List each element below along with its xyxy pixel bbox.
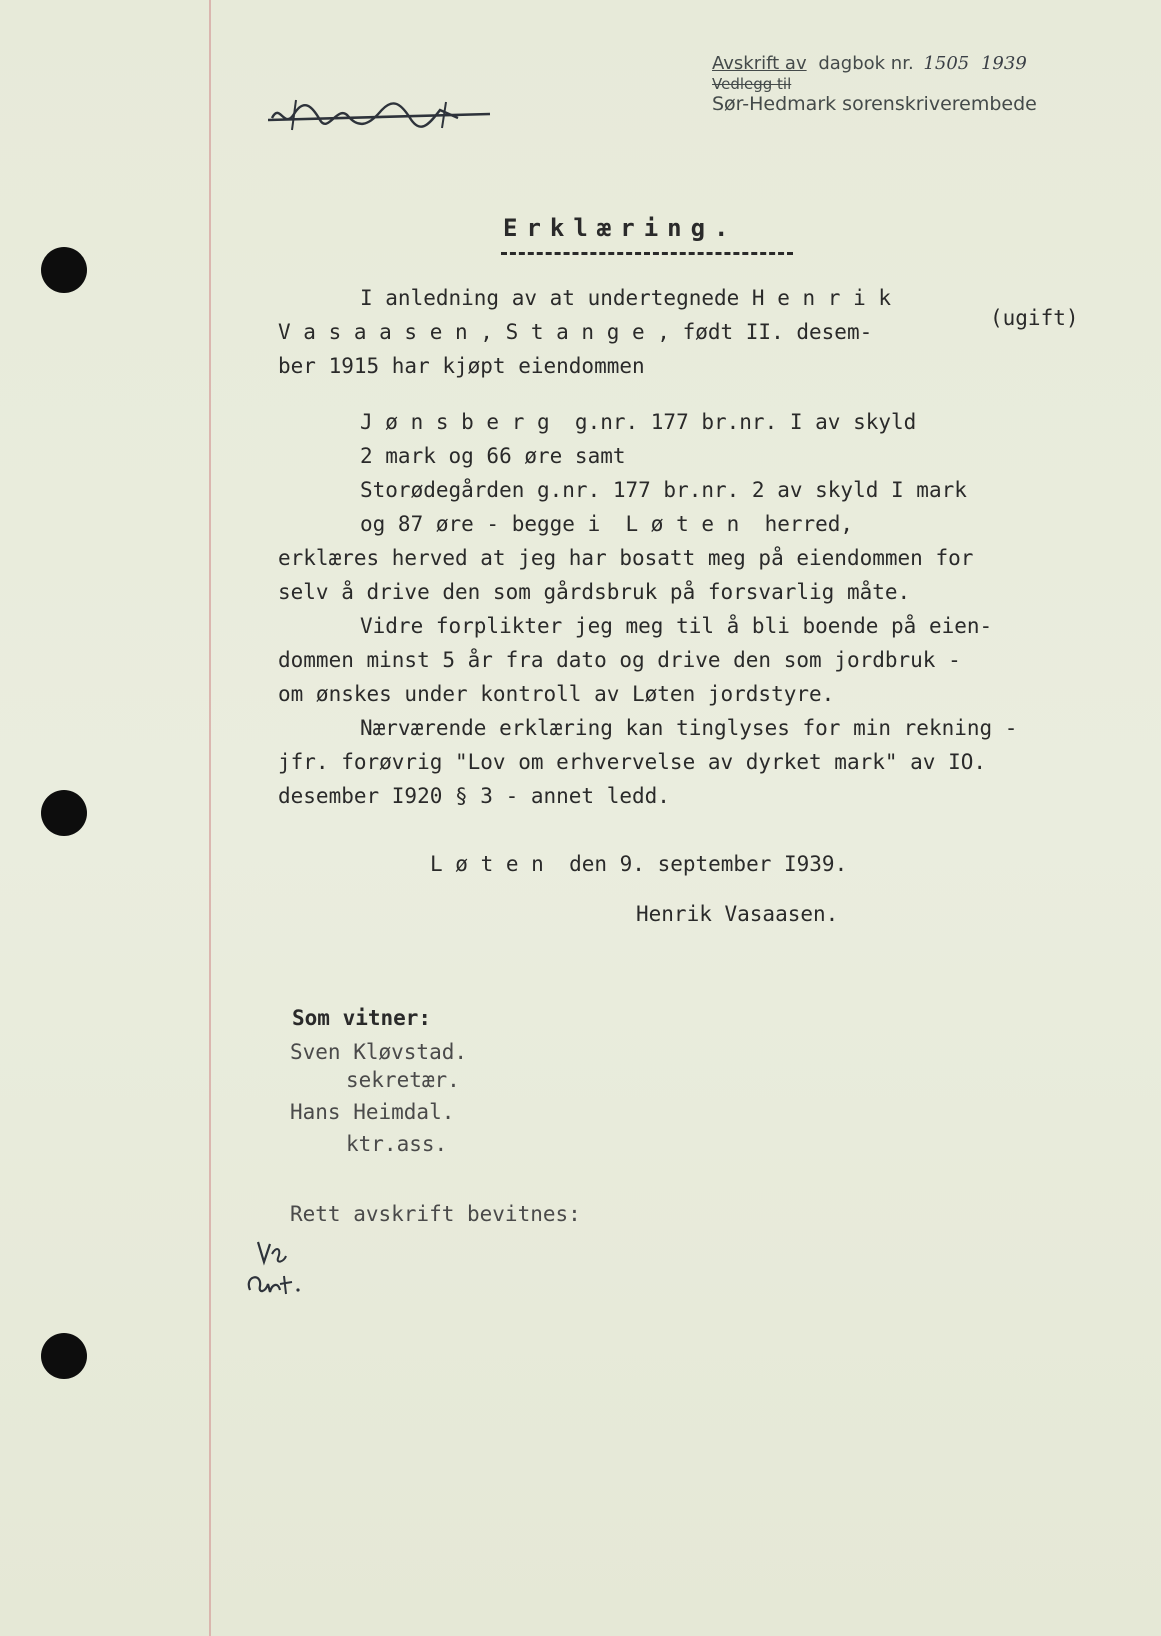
stamp-line-1 [712, 52, 1052, 76]
body-line-2: V a s a a s e n , S t a n g e , født II. desem- [278, 320, 873, 344]
witness-1-title: sekretær. [346, 1068, 460, 1092]
body-line-8: erklæres herved at jeg har bosatt meg på eiendommen for [278, 546, 974, 570]
witness-2-name: Hans Heimdal. [290, 1100, 455, 1124]
witness-1-name: Sven Kløvstad. [290, 1040, 468, 1064]
punch-hole-bottom [41, 1333, 87, 1379]
punch-hole-middle [41, 790, 87, 836]
stamp-prefix: Avskrift av [712, 53, 807, 74]
witnesses-heading: Som vitner: [292, 1006, 432, 1030]
punch-hole-top [41, 247, 87, 293]
certification-line: Rett avskrift bevitnes: [290, 1202, 581, 1226]
body-line-5: 2 mark og 66 øre samt [360, 444, 626, 468]
stamp-line-3: Sør-Hedmark sorenskriverembede [712, 93, 1037, 115]
title-underline [501, 252, 793, 255]
body-line-3: ber 1915 har kjøpt eiendommen [278, 354, 645, 378]
margin-line [209, 0, 211, 1636]
document-title: Erklæring. [503, 214, 738, 242]
body-line-9: selv å drive den som gårdsbruk på forsvarlig måte. [278, 580, 911, 604]
handwritten-initials [240, 1236, 310, 1306]
place-date: L ø t e n den 9. september I939. [430, 852, 848, 876]
marginal-note: (ugift) [990, 306, 1079, 330]
witness-2-title: ktr.ass. [346, 1132, 448, 1156]
body-line-1: I anledning av at undertegnede H e n r i k [360, 286, 892, 310]
stamp-mid: dagbok nr. [818, 53, 914, 74]
archive-stamp [712, 52, 1052, 116]
stamp-number: 1505 [923, 53, 970, 74]
stamp-year: 1939 [980, 53, 1027, 74]
body-line-15: desember I920 § 3 - annet ledd. [278, 784, 670, 808]
stamp-line-2: Vedlegg til [712, 75, 792, 93]
body-line-11: dommen minst 5 år fra dato og drive den som jordbruk - [278, 648, 961, 672]
body-line-14: jfr. forøvrig "Lov om erhvervelse av dyrket mark" av IO. [278, 750, 987, 774]
signature-name: Henrik Vasaasen. [636, 902, 839, 926]
body-line-12: om ønskes under kontroll av Løten jordstyre. [278, 682, 835, 706]
body-line-13: Nærværende erklæring kan tinglyses for min rekning - [360, 716, 1018, 740]
body-line-7: og 87 øre - begge i L ø t e n herred, [360, 512, 854, 536]
handwritten-scribble [268, 96, 492, 136]
body-line-6: Storødegården g.nr. 177 br.nr. 2 av skyld I mark [360, 478, 967, 502]
body-line-10: Vidre forplikter jeg meg til å bli boende på eien- [360, 614, 993, 638]
body-line-4: J ø n s b e r g g.nr. 177 br.nr. I av skyld [360, 410, 917, 434]
